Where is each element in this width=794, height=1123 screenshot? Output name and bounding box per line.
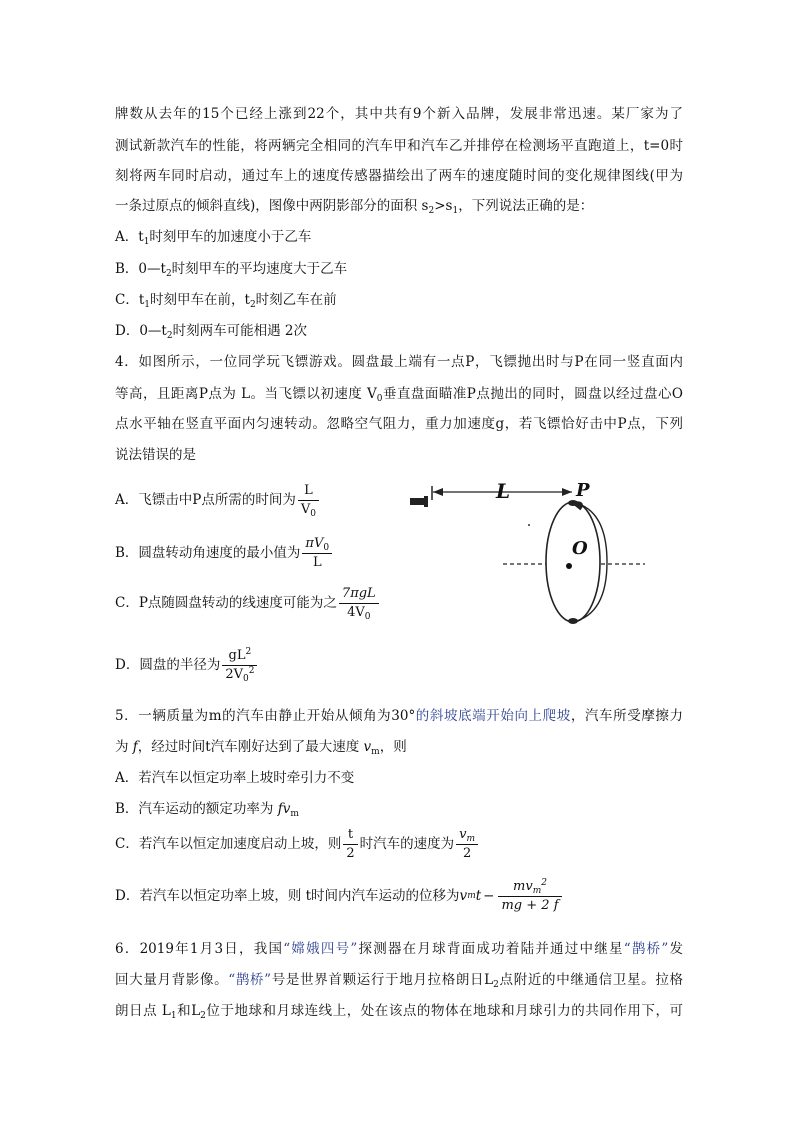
- q4-option-d: D．圆盘的半径为 $\frac{gL^2}{2V_0^2}$: [115, 647, 259, 683]
- q5-text-line-2: 为 f，经过时间t汽车刚好达到了最大速度 $v_m$，则: [115, 739, 407, 757]
- q6-text-line-2: 回大量月背影像。“鹊桥”号是世界首颗运行于地月拉格朗日$L_2$点附近的中继通信卫星。拉格: [115, 972, 683, 990]
- label-P: P: [576, 480, 590, 501]
- q6-text-line-3: 朗日点 $L_1$和$L_2$位于地球和月球连线上，处在该点的物体在地球和月球引力的共同作用下，可: [115, 1003, 683, 1021]
- q3-text-line-2: 测试新款汽车的性能，将两辆完全相同的汽车甲和汽车乙并排停在检测场平直跑道上，t=0时: [115, 138, 683, 154]
- q3-option-a: A．$t_1$时刻甲车的加速度小于乙车: [115, 229, 312, 247]
- dart-disc-figure: [400, 470, 660, 630]
- q6-text-line-1: 6．2019年1月3日，我国“嫦娥四号”探测器在月球背面成功着陆并通过中继星“鹊桥”发: [115, 941, 684, 957]
- q3-text-line-1: 牌数从去年的15个已经上涨到22个，其中共有9个新入品牌，发展非常迅速。某厂家为了: [115, 106, 683, 122]
- q5-option-d-fraction: $\frac{mv_m^2}{mg + 2 f}$: [498, 879, 561, 914]
- q5-option-a: A．若汽车以恒定功率上坡时牵引力不变: [115, 770, 355, 786]
- q4-option-a: A．飞镖击中P点所需的时间为 $\frac{L}{V_0}$: [115, 482, 321, 518]
- q3-text-line-4: 一条过原点的倾斜直线)，图像中两阴影部分的面积 $s_2>s_1$，下列说法正确的是：: [115, 198, 594, 216]
- q4-text-line-4: 说法错误的是: [115, 447, 196, 463]
- q4-option-b: B．圆盘转动角速度的最小值为 $\frac{\pi V_0}{L}$: [115, 535, 334, 571]
- q4-option-a-fraction: $\frac{L}{V_0}$: [298, 483, 319, 518]
- q3-option-d: D．$0—t_2$时刻两车可能相遇 2次: [115, 323, 307, 341]
- q5-option-c-fraction-1: $\frac{t}{2}$: [343, 827, 357, 862]
- q5-text-line-1: 5．一辆质量为m的汽车由静止开始从倾角为30°的斜坡底端开始向上爬坡，汽车所受摩擦力: [115, 708, 684, 724]
- q4-text-line-1: 4．如图所示，一位同学玩飞镖游戏。圆盘最上端有一点P，飞镖抛出时与P在同一竖直面内: [115, 354, 683, 370]
- q5-option-c-fraction-2: $\frac{v_m}{2}$: [456, 827, 478, 862]
- q3-option-b: B．$0—t_2$时刻甲车的平均速度大于乙车: [115, 261, 348, 279]
- q3-option-c: C．$t_1$时刻甲车在前，$t_2$时刻乙车在前: [115, 292, 337, 310]
- q3-text-line-3: 刻将两车同时启动，通过车上的速度传感器描绘出了两车的速度随时间的变化规律图线(甲为: [115, 168, 683, 184]
- q5-option-d: D．若汽车以恒定功率上坡，则 t时间内汽车运动的位移为 v m t − $\frac{mv_m^2}{mg + 2 f}$: [115, 876, 564, 916]
- label-O: O: [572, 538, 588, 559]
- disc: [546, 500, 607, 624]
- q4-option-c-fraction: $\frac{\text{7πgL}}{4V_0}$: [339, 586, 379, 621]
- label-L: L: [496, 479, 511, 503]
- q4-option-d-fraction: $\frac{gL^2}{2V_0^2}$: [222, 648, 257, 683]
- q5-option-c: C．若汽车以恒定加速度启动上坡，则 $\frac{t}{2}$ 时汽车的速度为 $\frac{v_m}{2}$: [115, 826, 480, 862]
- q5-option-b: B．汽车运动的额定功率为 $fv_m$: [115, 801, 299, 819]
- q4-text-line-3: 点水平轴在竖直平面内匀速转动。忽略空气阻力，重力加速度g，若飞镖恰好击中P点，下列: [115, 416, 683, 432]
- disc-center: [566, 563, 572, 569]
- q4-option-b-fraction: $\frac{\pi V_0}{L}$: [302, 536, 332, 571]
- q4-option-c: C．P点随圆盘转动的线速度可能为之 $\frac{\text{7πgL}}{4V_0}$: [115, 585, 381, 621]
- dart-icon: [410, 486, 432, 507]
- figure-dot: [528, 524, 530, 526]
- q4-text-line-2: 等高，且距离P点为 L。当飞镖以初速度 $V_0$垂直盘面瞄准P点抛出的同时，圆盘以经过盘心O: [115, 386, 683, 404]
